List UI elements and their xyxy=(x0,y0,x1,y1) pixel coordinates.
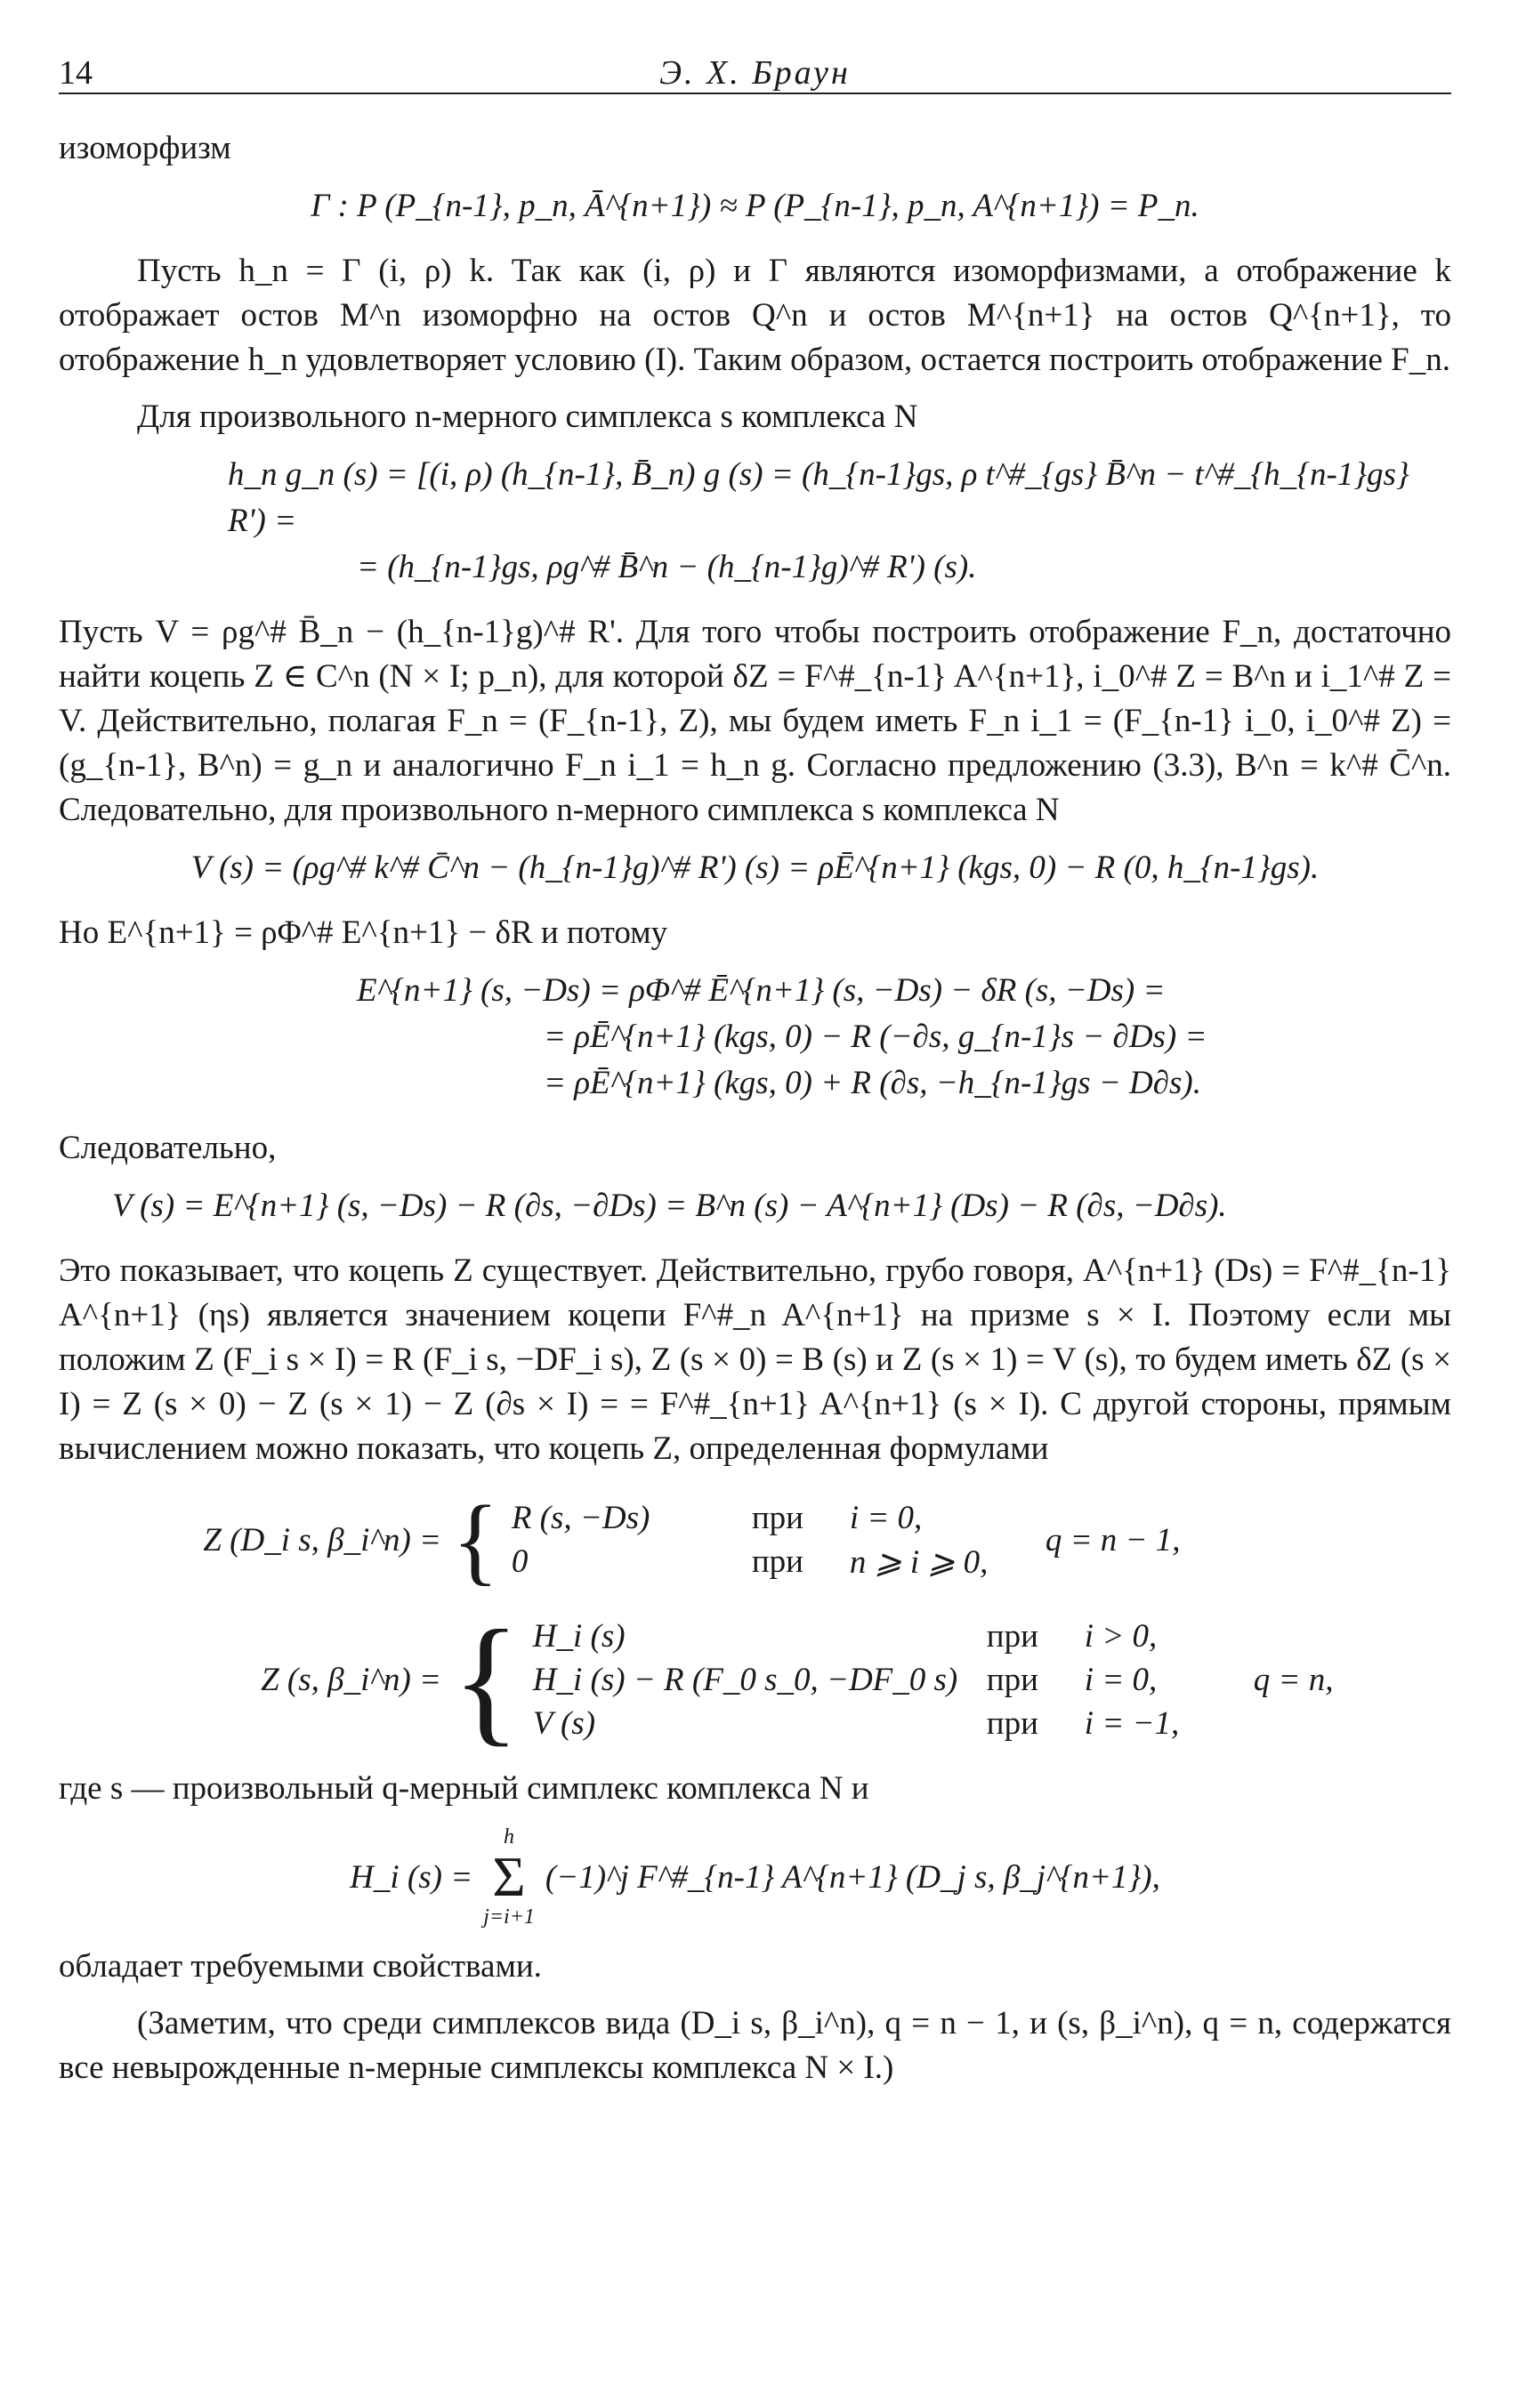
page-header xyxy=(59,43,1451,94)
equation-H-sum xyxy=(59,1825,1451,1929)
case-cond: i = −1, xyxy=(1084,1704,1180,1742)
paragraph-10: (Заметим, что среди симплексов вида (D_i s, β_i^n), q = n − 1, и (s, β_i^n), q = n, содержатся все невырожденные n-мерные симплексы комплекса N × I.) xyxy=(59,2005,1451,2086)
cases-rows xyxy=(533,1617,1236,1743)
left-brace-icon: { xyxy=(452,1486,499,1594)
page xyxy=(59,43,1451,2103)
sigma-icon: Σ xyxy=(492,1845,526,1908)
paragraph-9: обладает требуемыми свойствами. xyxy=(59,1948,542,1985)
equation-E xyxy=(59,968,1451,1107)
case-cond: i = 0, xyxy=(849,1499,923,1536)
cases-q-label: q = n − 1, xyxy=(1045,1521,1181,1558)
equation-line: = ρĒ^{n+1} (kgs, 0) − R (−∂s, g_{n-1}s − ∂Ds) = xyxy=(544,1019,1207,1055)
case-word: при xyxy=(986,1617,1038,1655)
sum-lower-limit: j=i+1 xyxy=(483,1905,535,1929)
paragraph-8: где s — произвольный q-мерный симплекс комплекса N и xyxy=(59,1770,869,1807)
equation-line: = ρĒ^{n+1} (kgs, 0) + R (∂s, −h_{n-1}gs − D∂s). xyxy=(544,1065,1202,1101)
paragraph-3: Для произвольного n-мерного симплекса s комплекса N xyxy=(137,399,918,435)
case-word: при xyxy=(986,1661,1038,1698)
case-cond: i > 0, xyxy=(1084,1617,1158,1655)
equation-line: h_n g_n (s) = [(i, ρ) (h_{n-1}, B̄_n) g (s) = (h_{n-1}gs, ρ t^#_{gs} B̄^n − t^#_{h_{n-1}gs} R') = xyxy=(228,456,1409,539)
case-cond: n ⩾ i ⩾ 0, xyxy=(849,1543,989,1581)
paragraph-4: Пусть V = ρg^# B̄_n − (h_{n-1}g)^# R'. Для того чтобы построить отображение F_n, достаточно найти коцепь Z ∈ C^n (N × I; p_n), для которой δZ = F^#_{n-1} A^{n+1}, i_0^# Z = B^n и i_1^# Z = V. Действительно, полагая F_n = (F_{n-1}, Z), мы будем иметь F_n i_1 = (F_{n-1} i_0, i_0^# Z) = (g_{n-1}, B^n) = g_n и аналогично F_n i_1 = h_n g. Согласно предложению (3.3), B^n = k^# C̄^n. Следовательно, для произвольного n-мерного симплекса s комплекса N xyxy=(59,614,1451,828)
running-head: Э. Х. Браун xyxy=(659,54,851,92)
case-word: при xyxy=(986,1704,1038,1742)
equation-V-final xyxy=(59,1183,1451,1229)
sum-upper-limit: h xyxy=(504,1825,515,1848)
equation-V: V (s) = (ρg^# k^# C̄^n − (h_{n-1}g)^# R') (s) = ρĒ^{n+1} (kgs, 0) − R (0, h_{n-1}gs). xyxy=(190,850,1320,886)
cases-q-label: q = n, xyxy=(1253,1661,1334,1698)
paragraph-6: Следовательно, xyxy=(59,1130,277,1166)
case-expr: 0 xyxy=(511,1542,529,1580)
cases-lhs: Z (s, β_i^n) = xyxy=(261,1661,441,1698)
case-word: при xyxy=(751,1542,803,1580)
paragraph-5: Но E^{n+1} = ρΦ^# E^{n+1} − δR и потому xyxy=(59,914,668,951)
case-expr: H_i (s) xyxy=(532,1617,626,1655)
paragraph-2: Пусть h_n = Γ (i, ρ) k. Так как (i, ρ) и Γ являются изоморфизмами, а отображение k отображает остов M^n изоморфно на остов Q^n и остов M^{n+1} на остов Q^{n+1}, то отображение h_n удовлетворяет условию (I). Таким образом, остается построить отображение F_n. xyxy=(59,253,1451,378)
equation-gamma: Γ : P (P_{n-1}, p_n, Ā^{n+1}) ≈ P (P_{n-1}, p_n, A^{n+1}) = P_n. xyxy=(311,188,1199,224)
case-expr: V (s) xyxy=(532,1704,596,1742)
summation xyxy=(483,1825,535,1929)
case-expr: R (s, −Ds) xyxy=(511,1499,650,1536)
paragraph-1: изоморфизм xyxy=(59,130,231,166)
equation-line: E^{n+1} (s, −Ds) = ρΦ^# Ē^{n+1} (s, −Ds) − δR (s, −Ds) = xyxy=(357,972,1166,1009)
paragraph-7: Это показывает, что коцепь Z существует. Действительно, грубо говоря, A^{n+1} (Ds) = F^#_{n-1} A^{n+1} (ηs) является значением коцепи F^#_n A^{n+1} на призме s × I. Поэтому если мы положим Z (F_i s × I) = R (F_i s, −DF_i s), Z (s × 0) = B (s) и Z (s × 1) = V (s), то будем иметь δZ (s × I) = Z (s × 0) − Z (s × 1) − Z (∂s × I) = = F^#_{n+1} A^{n+1} (s × I). С другой стороны, прямым вычислением можно показать, что коцепь Z, определенная формулами xyxy=(59,1252,1451,1467)
case-word: при xyxy=(751,1499,803,1536)
cases-rows xyxy=(512,1499,1028,1582)
left-brace-icon: { xyxy=(452,1600,521,1759)
sum-rhs: (−1)^j F^#_{n-1} A^{n+1} (D_j s, β_j^{n+1}), xyxy=(545,1858,1160,1896)
cases-lhs: Z (D_i s, β_i^n) = xyxy=(203,1521,441,1558)
case-cond: i = 0, xyxy=(1084,1661,1158,1698)
equation-line: V (s) = E^{n+1} (s, −Ds) − R (∂s, −∂Ds) = B^n (s) − A^{n+1} (Ds) − R (∂s, −D∂s). xyxy=(112,1188,1227,1224)
case-expr: H_i (s) − R (F_0 s_0, −DF_0 s) xyxy=(532,1661,958,1698)
page-body xyxy=(59,126,1451,2090)
equation-line: = (h_{n-1}gs, ρg^# B̄^n − (h_{n-1}g)^# R') (s). xyxy=(357,549,977,585)
equation-hn-gn xyxy=(59,452,1451,591)
page-number: 14 xyxy=(59,54,93,92)
cases-Z-Di xyxy=(59,1486,1451,1594)
sum-lhs: H_i (s) = xyxy=(350,1858,473,1896)
cases-Z-s xyxy=(59,1600,1451,1759)
